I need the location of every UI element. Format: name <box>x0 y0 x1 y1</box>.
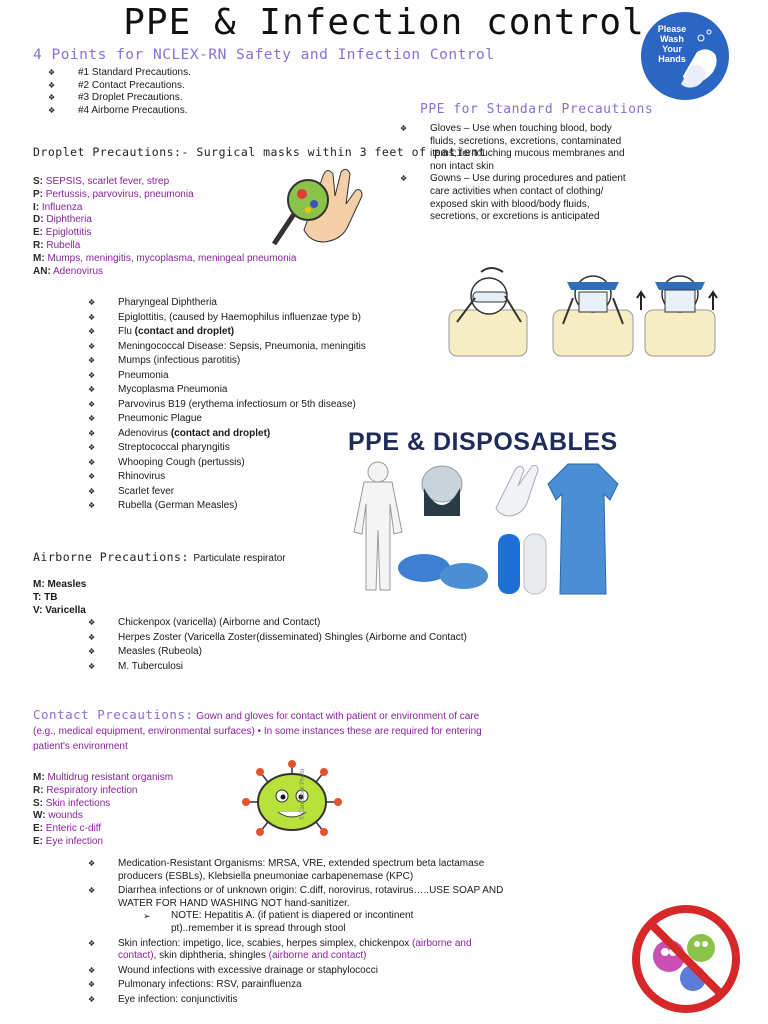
standard-precautions-heading: PPE for Standard Precautions <box>420 102 654 117</box>
contact-heading-block <box>33 707 503 754</box>
list-item: ❖ #4 Airborne Precautions. <box>48 105 348 118</box>
mnemonic-row: W: wounds <box>33 810 83 822</box>
list-item: ❖ Herpes Zoster (Varicella Zoster(disseminated) Shingles (Airborne and Contact) <box>88 631 508 646</box>
mnemonic-row: E: Enteric c-diff <box>33 823 102 835</box>
isolation-gown-icon <box>548 464 618 594</box>
droplet-heading: Droplet Precautions:- Surgical masks within 3 feet of patient <box>33 145 486 159</box>
list-item: ❖ Rubella (German Measles) <box>88 499 388 514</box>
germ-watermark: © Can Stock Photo <box>300 768 306 820</box>
list-item: ❖ Rhinovirus <box>88 470 388 485</box>
list-item: ❖ Gowns – Use during procedures and patient care activities when contact of clothing/ exposed skin with blood/body fluids, secretions, or excretions is anticipated <box>400 173 640 223</box>
mnemonic-row: R: Rubella <box>33 239 81 251</box>
mnemonic-row: D: Diphtheria <box>33 214 92 226</box>
mnemonic-row: S: SEPSIS, scarlet fever, strep <box>33 176 170 187</box>
contact-heading: Contact Precautions: <box>33 707 194 722</box>
hands-washing-icon <box>641 12 729 100</box>
four-points-heading: 4 Points for NCLEX-RN Safety and Infection Control <box>33 47 495 63</box>
coverall-suit-icon <box>354 462 402 590</box>
four-points-list <box>48 67 348 117</box>
airborne-heading-row <box>33 548 286 566</box>
list-item: ❖ Pulmonary infections: RSV, parainfluenza <box>88 979 508 992</box>
list-item: ❖ #3 Droplet Precautions. <box>48 92 348 105</box>
contact-disease-list <box>88 858 508 1007</box>
list-item: ❖ Chickenpox (varicella) (Airborne and Contact) <box>88 616 508 631</box>
list-item: ❖ Mumps (infectious parotitis) <box>88 354 388 369</box>
hepatitis-note: ➢ NOTE: Hepatitis A. (if patient is diapered or incontinent pt)..remember it is spread through stool <box>143 910 461 935</box>
wash-hands-text: Please Wash Your Hands <box>657 24 687 64</box>
list-item: ❖ Pharyngeal Diphtheria <box>88 296 388 311</box>
list-item: ❖ Measles (Rubeola) <box>88 645 508 660</box>
mnemonic-row: I: Influenza <box>33 201 83 213</box>
magnifier-germs-icon <box>268 158 368 248</box>
mnemonic-row: T: TB <box>33 591 58 603</box>
list-item: ❖ Epiglottitis, (caused by Haemophilus influenzae type b) <box>88 311 388 326</box>
ppe-disposables-illustration <box>346 458 626 598</box>
figure-mask-2 <box>553 276 645 356</box>
ppe-disposables-title: PPE & DISPOSABLES <box>348 428 618 456</box>
mnemonic-row: E: Epiglottitis <box>33 227 92 239</box>
list-item: ❖ Adenovirus (contact and droplet) <box>88 427 388 442</box>
list-item: ❖ Whooping Cough (pertussis) <box>88 456 388 471</box>
mnemonic-row: AN: Adenovirus <box>33 265 104 277</box>
list-item: ❖ #1 Standard Precautions. <box>48 67 348 80</box>
list-item: ❖ Diarrhea infections or of unknown origin: C.diff, norovirus, rotavirus…..USE SOAP AND WATER FOR HAND WASHING NOT hand-sanitizer. <box>88 885 508 910</box>
airborne-heading-note: Particulate respirator <box>193 553 286 564</box>
airborne-mnemonic <box>33 579 86 617</box>
airborne-disease-list <box>88 616 508 674</box>
list-item: ❖ Gloves – Use when touching blood, body fluids, secretions, excretions, contaminated items; for touching mucous membranes and non intact skin <box>400 123 640 173</box>
mnemonic-row: V: Varicella <box>33 604 86 616</box>
standard-precautions-list <box>400 123 640 224</box>
mnemonic-row: E: Eye infection <box>33 835 104 847</box>
contact-mnemonic <box>33 772 233 849</box>
no-germs-icon <box>631 904 741 1014</box>
page-title: PPE & Infection control <box>123 2 645 43</box>
list-item: ❖ Medication-Resistant Organisms: MRSA, VRE, extended spectrum beta lactamase producers (ESBLs), Klebsiella pneumoniae carbapenemase (KPC) <box>88 858 508 883</box>
list-item: ❖ Pneumonic Plague <box>88 412 388 427</box>
disposable-gloves-icon <box>496 466 538 517</box>
list-item: ❖ Flu (contact and droplet) <box>88 325 388 340</box>
list-item: ❖ Eye infection: conjunctivitis <box>88 994 508 1007</box>
mnemonic-row: M: Measles <box>33 579 87 590</box>
germ-icon <box>238 760 348 840</box>
mask-donning-illustration <box>437 262 723 358</box>
mnemonic-row: S: Skin infections <box>33 797 111 809</box>
list-item: ❖ Streptococcal pharyngitis <box>88 441 388 456</box>
list-item: ❖ #2 Contact Precautions. <box>48 80 348 93</box>
list-item: ❖ Parvovirus B19 (erythema infectiosum or 5th disease) <box>88 398 388 413</box>
list-item: ❖ M. Tuberculosi <box>88 660 508 675</box>
list-item: ❖ Skin infection: impetigo, lice, scabies, herpes simplex, chickenpox (airborne and contact), skin diphtheria, shingles (airborne and contact) <box>88 938 508 963</box>
droplet-disease-list <box>88 296 388 514</box>
mnemonic-row: R: Respiratory infection <box>33 784 138 796</box>
contact-heading-note: Gown and gloves for contact with patient or environment of care (e.g., medical equipment, environmental surfaces) • In some instances these are required for entering patient's environment <box>33 711 482 752</box>
mnemonic-row: P: Pertussis, parvovirus, pneumonia <box>33 188 194 200</box>
list-item: ❖ Wound infections with excessive drainage or staphylococci <box>88 965 508 978</box>
shoe-covers-icon <box>398 554 488 589</box>
list-item: ❖ Scarlet fever <box>88 485 388 500</box>
list-item: ❖ Meningococcal Disease: Sepsis, Pneumonia, meningitis <box>88 340 388 355</box>
figure-mask-3 <box>645 276 717 356</box>
figure-mask-1 <box>449 268 527 356</box>
mnemonic-row: M: Mumps, meningitis, mycoplasma, meningeal pneumonia <box>33 252 297 264</box>
hair-cap-icon <box>422 466 462 516</box>
airborne-heading: Airborne Precautions: <box>33 550 189 564</box>
sleeve-covers-icon <box>498 534 546 594</box>
wash-hands-badge <box>641 12 729 100</box>
mnemonic-row: M: Multidrug resistant organism <box>33 772 174 783</box>
list-item: ❖ Mycoplasma Pneumonia <box>88 383 388 398</box>
list-item: ❖ Pneumonia <box>88 369 388 384</box>
